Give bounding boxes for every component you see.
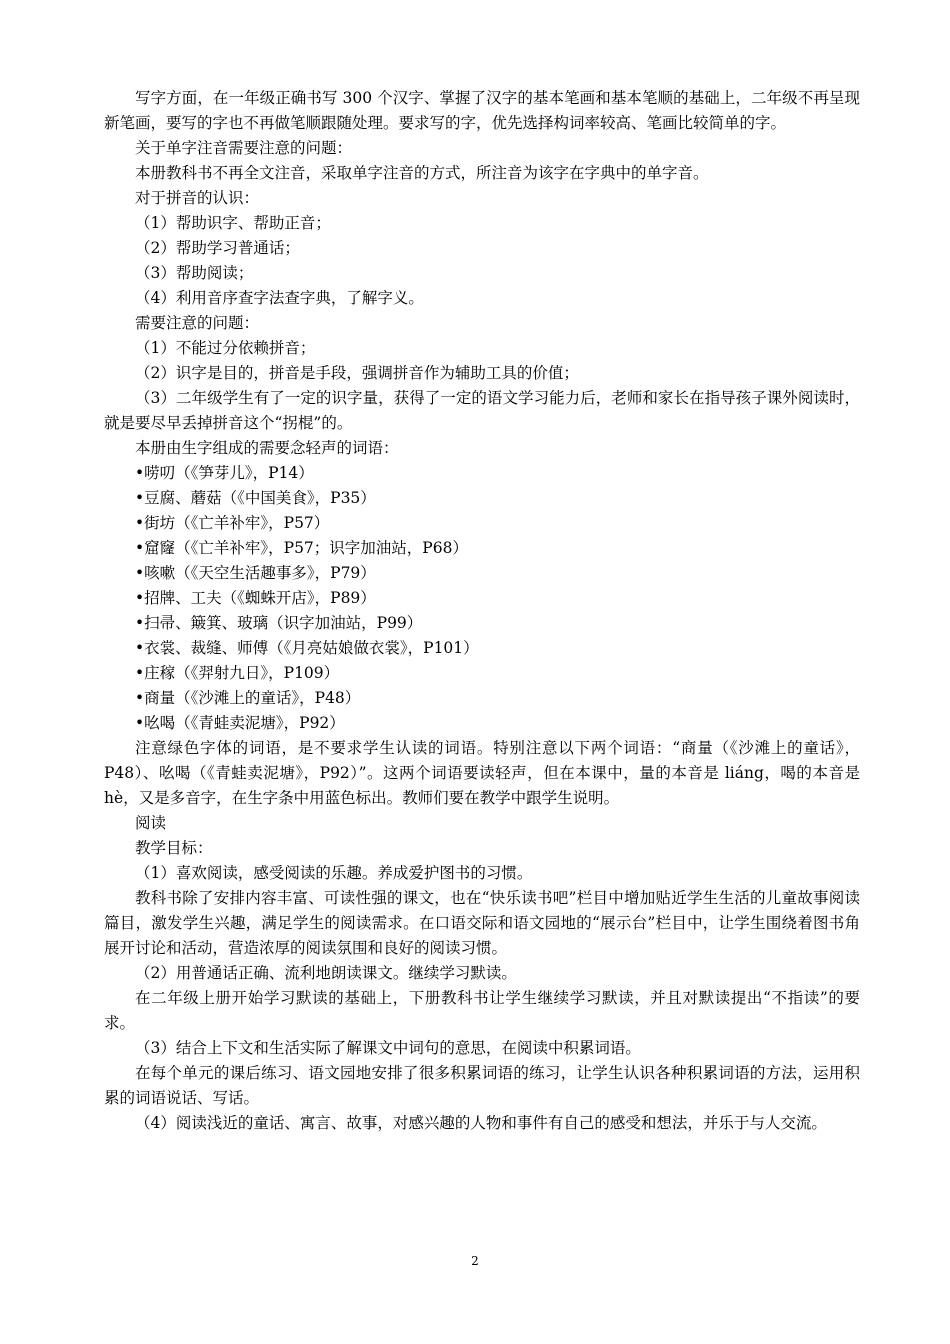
list-item-pinyin-2: （2）帮助学习普通话；	[135, 239, 300, 257]
paragraph-writing: 写字方面，在一年级正确书写 300 个汉字、掌握了汉字的基本笔画和基本笔顺的基础上，二年级不再呈现新笔画，要写的字也不再做笔顺跟随处理。要求写的字，优先选择构词率较高、笔画比较简单的字。	[104, 89, 860, 132]
word-list-item: •庄稼（《羿射九日》，P109）	[135, 664, 340, 682]
goal-detail-1: 教科书除了安排内容丰富、可读性强的课文，也在“快乐读书吧”栏目中增加贴近学生生活的儿童故事阅读篇目，激发学生兴趣，满足学生的阅读需求。在口语交际和语文园地的“展示台”栏目中，让学生围绕着图书角展开讨论和活动，营造浓厚的阅读氛围和良好的阅读习惯。	[104, 889, 860, 957]
word-list-item: •扫帚、簸箕、玻璃（识字加油站，P99）	[135, 614, 423, 632]
word-list-item: •商量（《沙滩上的童话》，P48）	[135, 689, 361, 707]
goal-item-4: （4）阅读浅近的童话、寓言、故事，对感兴趣的人物和事件有自己的感受和想法，并乐于与人交流。	[135, 1114, 827, 1132]
word-list-item: •咳嗽（《天空生活趣事多》，P79）	[135, 564, 376, 582]
paragraph-heading-notes: 需要注意的问题：	[135, 314, 260, 332]
paragraph-phonetic-notation: 本册教科书不再全文注音，采取单字注音的方式，所注音为该字在字典中的单字音。	[135, 164, 709, 182]
document-body	[104, 86, 860, 1136]
paragraph-green-words-note: 注意绿色字体的词语，是不要求学生认读的词语。特别注意以下两个词语：“商量（《沙滩上的童话》，P48）、吆喝（《青蛙卖泥塘》，P92）”。这两个词语要读轻声，但在本课中，量的本音是 liáng，喝的本音是 hè，又是多音字，在生字条中用蓝色标出。教师们要在教学中跟学生说明。	[104, 739, 860, 807]
list-item-notes-2: （2）识字是目的，拼音是手段，强调拼音作为辅助工具的价值；	[135, 364, 579, 382]
word-list-item: •街坊（《亡羊补牢》，P57）	[135, 514, 330, 532]
section-heading-reading: 阅读	[135, 814, 167, 832]
goal-item-2: （2）用普通话正确、流利地朗读课文。继续学习默读。	[135, 964, 517, 982]
list-item-notes-3: （3）二年级学生有了一定的识字量，获得了一定的语文学习能力后，老师和家长在指导孩子课外阅读时，就是要尽早丢掉拼音这个“拐棍”的。	[104, 389, 860, 432]
paragraph-heading-teaching-goals: 教学目标：	[135, 839, 213, 857]
goal-detail-2: 在二年级上册开始学习默读的基础上，下册教科书让学生继续学习默读，并且对默读提出“不指读”的要求。	[104, 989, 860, 1032]
page-number: 2	[471, 1254, 479, 1268]
list-item-notes-1: （1）不能过分依赖拼音；	[135, 339, 316, 357]
word-list-item: •唠叨（《笋芽儿》，P14）	[135, 464, 314, 482]
word-list-item: •窟窿（《亡羊补牢》，P57；识字加油站，P68）	[135, 539, 468, 557]
list-item-pinyin-1: （1）帮助识字、帮助正音；	[135, 214, 331, 232]
goal-detail-3: 在每个单元的课后练习、语文园地安排了很多积累词语的练习，让学生认识各种积累词语的方法，运用积累的词语说话、写话。	[104, 1064, 860, 1107]
paragraph-heading-pinyin: 对于拼音的认识：	[135, 189, 260, 207]
word-list-item: •豆腐、蘑菇（《中国美食》，P35）	[135, 489, 376, 507]
goal-item-1: （1）喜欢阅读，感受阅读的乐趣。养成爱护图书的习惯。	[135, 864, 533, 882]
paragraph-heading-phonetic-notation: 关于单字注音需要注意的问题：	[135, 139, 353, 157]
goal-item-3: （3）结合上下文和生活实际了解课文中词句的意思，在阅读中积累词语。	[135, 1039, 641, 1057]
word-list-item: •招牌、工夫（《蜘蛛开店》，P89）	[135, 589, 376, 607]
word-list-item: •衣裳、裁缝、师傅（《月亮姑娘做衣裳》，P101）	[135, 639, 479, 657]
list-item-pinyin-4: （4）利用音序查字法查字典，了解字义。	[135, 289, 424, 307]
list-item-pinyin-3: （3）帮助阅读；	[135, 264, 254, 282]
paragraph-heading-neutral-tone: 本册由生字组成的需要念轻声的词语：	[135, 439, 399, 457]
word-list-item: •吆喝（《青蛙卖泥塘》，P92）	[135, 714, 345, 732]
